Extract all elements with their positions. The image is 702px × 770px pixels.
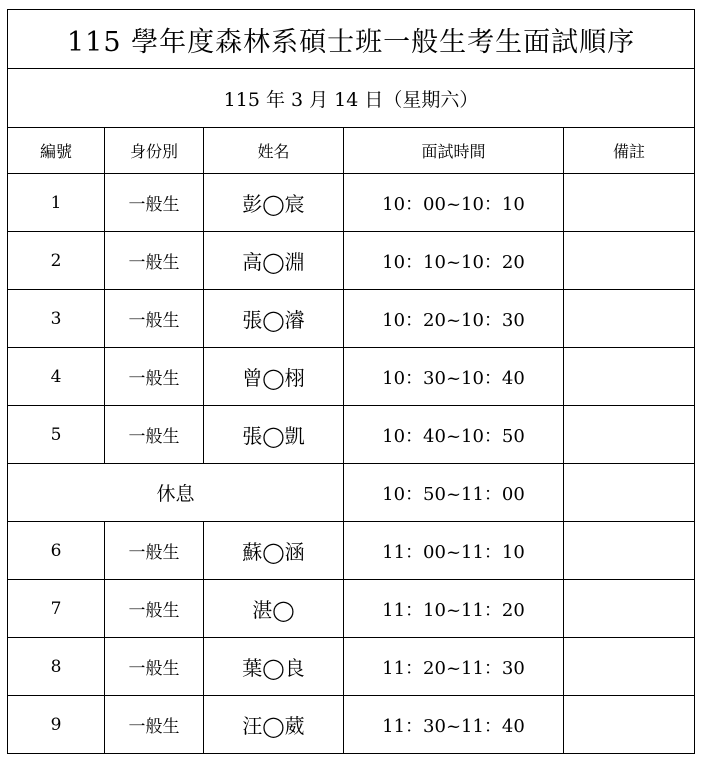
interview-time: 10：30~10：40 [344, 348, 564, 406]
table-row [8, 406, 695, 464]
candidate-name: 汪◯葳 [204, 696, 344, 754]
candidate-number: 8 [8, 638, 105, 696]
table-row [8, 290, 695, 348]
note-cell [564, 522, 695, 580]
candidate-name: 張◯濬 [204, 290, 344, 348]
candidate-identity: 一般生 [105, 348, 204, 406]
interview-time: 11：20~11：30 [344, 638, 564, 696]
candidate-number: 5 [8, 406, 105, 464]
candidate-number: 2 [8, 232, 105, 290]
note-cell [564, 348, 695, 406]
interview-date: 115 年 3 月 14 日（星期六） [8, 69, 695, 128]
interview-time: 11：00~11：10 [344, 522, 564, 580]
note-cell [564, 638, 695, 696]
interview-time: 10：00~10：10 [344, 174, 564, 232]
break-label: 休息 [8, 464, 344, 522]
candidate-identity: 一般生 [105, 290, 204, 348]
candidate-number: 4 [8, 348, 105, 406]
candidate-identity: 一般生 [105, 522, 204, 580]
candidate-identity: 一般生 [105, 174, 204, 232]
candidate-number: 9 [8, 696, 105, 754]
date-row [8, 69, 695, 128]
table-row [8, 174, 695, 232]
interview-schedule-document [7, 9, 695, 754]
candidate-identity: 一般生 [105, 696, 204, 754]
candidate-name: 曾◯栩 [204, 348, 344, 406]
document-title: 115 學年度森林系碩士班一般生考生面試順序 [8, 10, 695, 69]
break-row [8, 464, 695, 522]
candidate-name: 彭◯宸 [204, 174, 344, 232]
note-cell [564, 232, 695, 290]
header-row [8, 128, 695, 174]
note-cell [564, 464, 695, 522]
column-header-number: 編號 [8, 128, 105, 174]
candidate-name: 張◯凱 [204, 406, 344, 464]
column-header-note: 備註 [564, 128, 695, 174]
table-row [8, 348, 695, 406]
column-header-name: 姓名 [204, 128, 344, 174]
candidate-name: 高◯淵 [204, 232, 344, 290]
column-header-time: 面試時間 [344, 128, 564, 174]
note-cell [564, 580, 695, 638]
candidate-number: 1 [8, 174, 105, 232]
note-cell [564, 406, 695, 464]
note-cell [564, 696, 695, 754]
note-cell [564, 174, 695, 232]
candidate-identity: 一般生 [105, 232, 204, 290]
interview-time: 10：40~10：50 [344, 406, 564, 464]
interview-time: 10：50~11：00 [344, 464, 564, 522]
candidate-number: 6 [8, 522, 105, 580]
interview-time: 10：10~10：20 [344, 232, 564, 290]
candidate-identity: 一般生 [105, 406, 204, 464]
candidate-identity: 一般生 [105, 580, 204, 638]
column-header-identity: 身份別 [105, 128, 204, 174]
table-row [8, 638, 695, 696]
interview-time: 11：10~11：20 [344, 580, 564, 638]
table-row [8, 696, 695, 754]
interview-time: 10：20~10：30 [344, 290, 564, 348]
candidate-number: 3 [8, 290, 105, 348]
interview-schedule-table [7, 9, 695, 754]
candidate-identity: 一般生 [105, 638, 204, 696]
candidate-number: 7 [8, 580, 105, 638]
candidate-name: 葉◯良 [204, 638, 344, 696]
title-row [8, 10, 695, 69]
table-row [8, 232, 695, 290]
table-row [8, 522, 695, 580]
table-row [8, 580, 695, 638]
candidate-name: 蘇◯涵 [204, 522, 344, 580]
note-cell [564, 290, 695, 348]
interview-time: 11：30~11：40 [344, 696, 564, 754]
candidate-name: 湛◯ [204, 580, 344, 638]
